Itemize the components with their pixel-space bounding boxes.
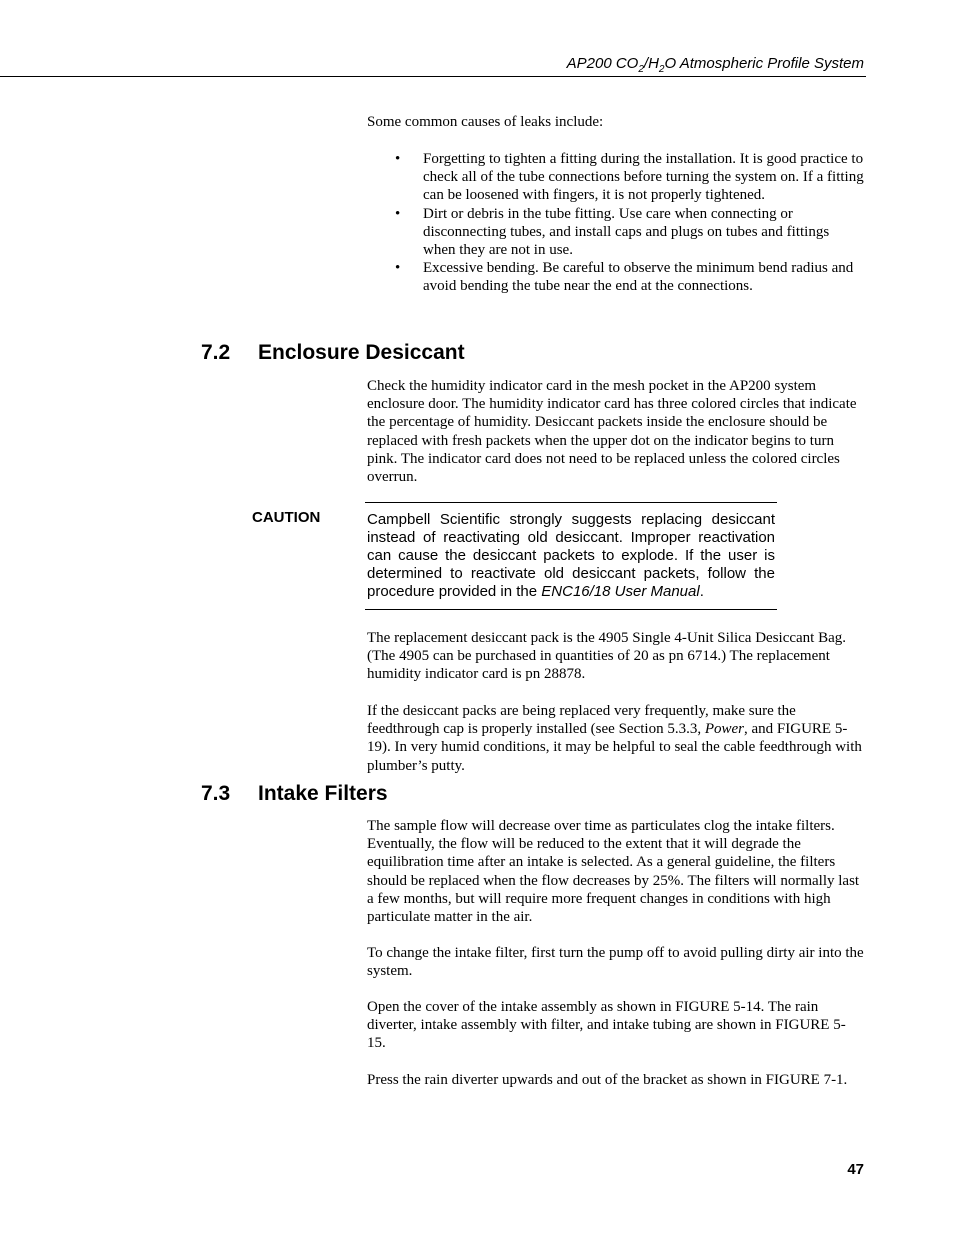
paragraph-text-part: , and FIGURE 5-19). In very humid conditions, it may be helpful to seal the cable feedthrough with plumber’s putty. <box>367 721 862 774</box>
section-heading-7-3 <box>201 782 388 806</box>
running-header <box>567 55 864 75</box>
header-title-part: O Atmospheric Profile System <box>664 55 864 72</box>
list-item <box>367 259 864 295</box>
bullet-icon: • <box>395 260 401 277</box>
desiccant-paragraph-1: Check the humidity indicator card in the mesh pocket in the AP200 system enclosure door. The humidity indicator card has three colored circles that indicate the percentage of humidity. Desiccant packets inside the enclosure should be replaced with fresh packets when the upper dot on the indicator begins to turn pink. The indicator card does not need to be replaced unless the colored circles overrun. <box>367 378 857 486</box>
caution-text-part: . <box>699 583 704 601</box>
caution-text-part: Campbell Scientific strongly suggests replacing desiccant instead of reactivating old desiccant. Improper reactivation can cause the desiccant packets to explode. If the user is determined to reactivate old desiccant packets, follow the procedure provided in the <box>367 511 775 601</box>
header-title-part: AP200 CO <box>566 55 639 72</box>
page-number: 47 <box>847 1161 864 1178</box>
list-item <box>367 150 864 205</box>
leak-causes-list <box>367 150 864 296</box>
desiccant-paragraph-2: The replacement desiccant pack is the 4905 Single 4-Unit Silica Desiccant Bag. (The 4905 can be purchased in quantities of 20 as pn 6714.) The replacement humidity indicator card is pn 28878. <box>367 630 847 683</box>
bullet-icon: • <box>395 151 401 167</box>
header-subscript: 2 <box>638 64 644 75</box>
section-title: Intake Filters <box>258 782 388 805</box>
caution-text <box>367 511 775 601</box>
header-title-part: /H <box>643 55 659 72</box>
section-reference: Power <box>704 721 744 738</box>
paragraph-text-part: If the desiccant packs are being replaced very frequently, make sure the feedthrough cap is properly installed (see Section 5.3.3, <box>367 703 796 738</box>
caution-box <box>365 502 777 610</box>
list-item-text: Excessive bending. Be careful to observe the minimum bend radius and avoid bending the tube near the end at the connections. <box>423 260 854 295</box>
header-subscript: 2 <box>658 64 665 75</box>
list-item <box>367 205 864 260</box>
bullet-icon: • <box>395 205 401 222</box>
filters-paragraph-4: Press the rain diverter upwards and out of the bracket as shown in FIGURE 7-1. <box>367 1072 848 1088</box>
section-number: 7.2 <box>201 341 231 364</box>
section-number: 7.3 <box>201 782 231 805</box>
list-item-text: Dirt or debris in the tube fitting. Use care when connecting or disconnecting tubes, and install caps and plugs on tubes and fittings when they are not in use. <box>423 205 830 259</box>
desiccant-paragraph-3 <box>367 702 864 775</box>
list-item-text: Forgetting to tighten a fitting during the installation. It is good practice to check all of the tube connections before turning the system on. If a fitting can be loosened with fingers, it is not properly tightened. <box>423 151 864 204</box>
intro-paragraph: Some common causes of leaks include: <box>367 114 604 130</box>
caution-label: CAUTION <box>252 509 321 526</box>
section-heading-7-2 <box>201 341 465 365</box>
filters-paragraph-2: To change the intake filter, first turn the pump off to avoid pulling dirty air into the system. <box>367 945 864 980</box>
manual-reference: ENC16/18 User Manual <box>541 583 700 601</box>
header-rule <box>0 76 866 77</box>
filters-paragraph-1: The sample flow will decrease over time as particulates clog the intake filters. Eventually, the flow will be reduced to the extent that it will degrade the equilibration time after an intake is selected. As a general guideline, the filters should be replaced when the flow decreases by 25%. The filters will normally last a few months, but will require more frequent changes in conditions with high particulate matter in the air. <box>367 818 860 926</box>
section-title: Enclosure Desiccant <box>258 341 465 364</box>
filters-paragraph-3: Open the cover of the intake assembly as shown in FIGURE 5-14. The rain diverter, intake assembly with filter, and intake tubing are shown in FIGURE 5-15. <box>367 999 846 1052</box>
